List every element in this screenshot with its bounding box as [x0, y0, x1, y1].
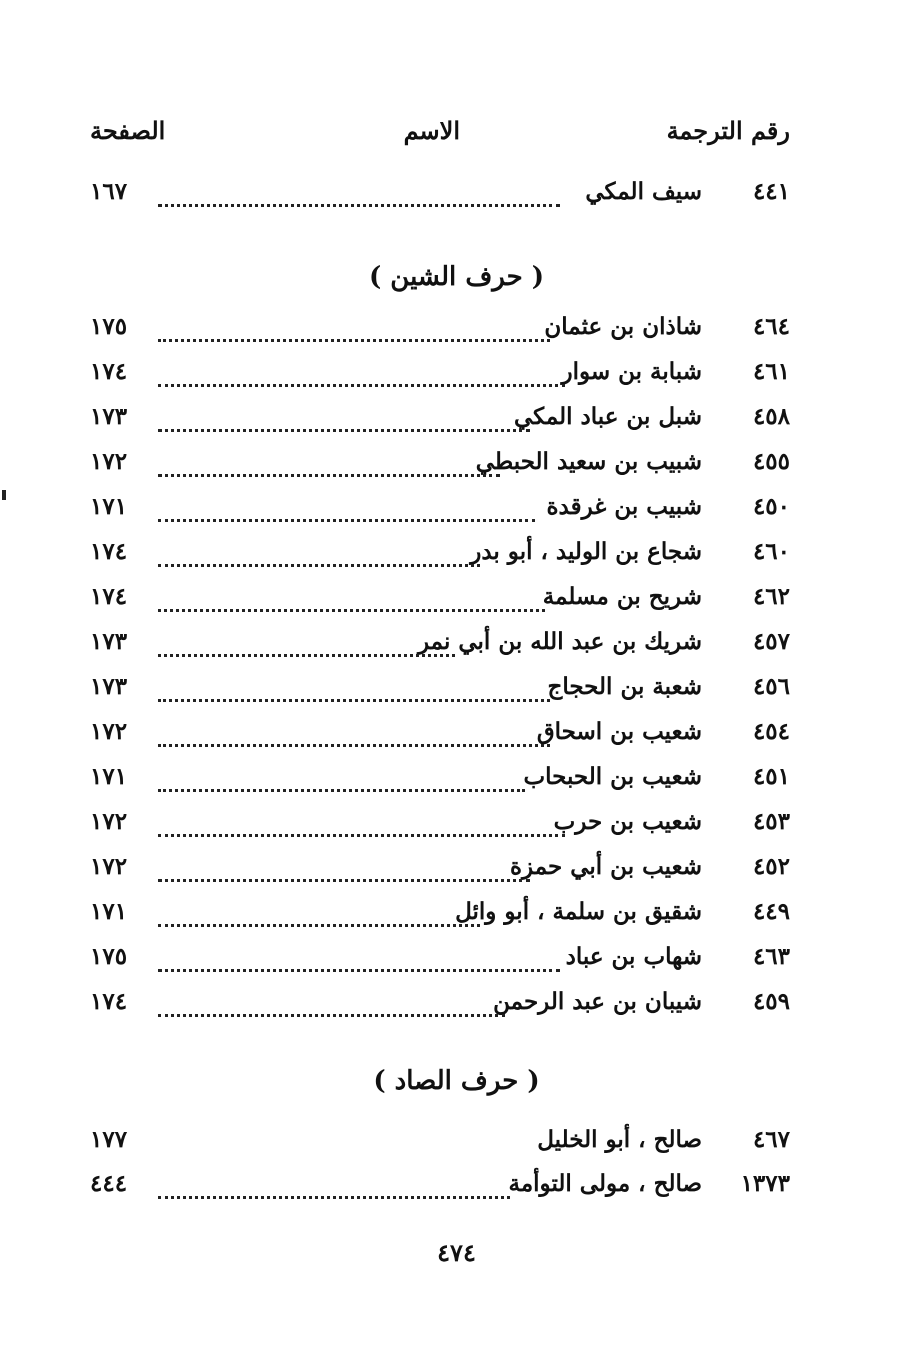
entry-number: ١٣٧٣	[740, 1170, 790, 1197]
entry-page: ١٧٥	[90, 943, 128, 970]
index-row	[90, 313, 790, 349]
leader-dots	[158, 595, 545, 612]
entry-number: ٤٦٧	[752, 1126, 790, 1153]
index-row	[90, 178, 790, 214]
entry-name: شيبان بن عبد الرحمن	[493, 988, 702, 1015]
entry-number: ٤٤١	[752, 178, 790, 205]
entry-name: سيف المكي	[585, 178, 702, 205]
entry-name: صالح ، أبو الخليل	[537, 1126, 702, 1153]
entry-name: شجاع بن الوليد ، أبو بدر	[470, 538, 702, 565]
entry-page: ١٧٤	[90, 583, 128, 610]
index-row	[90, 493, 790, 529]
index-row	[90, 628, 790, 664]
entry-number: ٤٥٩	[752, 988, 790, 1015]
entry-page: ١٧٢	[90, 448, 128, 475]
entry-name: شهاب بن عباد	[565, 943, 702, 970]
header-name-label: الاسم	[403, 116, 460, 145]
index-row	[90, 1170, 790, 1206]
entry-number: ٤٦١	[752, 358, 790, 385]
index-row	[90, 808, 790, 844]
entry-page: ١٧١	[90, 763, 128, 790]
index-row	[90, 988, 790, 1024]
entry-number: ٤٥٥	[752, 448, 790, 475]
entry-page: ١٧٤	[90, 358, 128, 385]
entry-name: شريك بن عبد الله بن أبي نمر	[417, 628, 702, 655]
leader-dots	[158, 730, 550, 747]
section-title-shin: ( حرف الشين )	[368, 262, 545, 292]
entry-page: ١٧٢	[90, 718, 128, 745]
leader-dots	[158, 550, 480, 567]
entry-number: ٤٤٩	[752, 898, 790, 925]
leader-dots	[158, 1182, 510, 1199]
section-title-sad: ( حرف الصاد )	[373, 1066, 540, 1096]
leader-dots	[158, 910, 480, 927]
entry-number: ٤٦٤	[752, 313, 790, 340]
entry-name: شعيب بن حرب	[553, 808, 702, 835]
entry-number: ٤٥٨	[752, 403, 790, 430]
leader-dots	[158, 415, 530, 432]
entry-name: صالح ، مولى التوأمة	[508, 1170, 702, 1197]
entry-name: شعيب بن اسحاق	[536, 718, 702, 745]
leader-dots	[158, 775, 525, 792]
index-row	[90, 403, 790, 439]
index-row	[90, 538, 790, 574]
entry-number: ٤٥١	[752, 763, 790, 790]
entry-number: ٤٥٣	[752, 808, 790, 835]
leader-dots	[158, 820, 565, 837]
entry-page: ١٧٤	[90, 988, 128, 1015]
entry-page: ١٧٥	[90, 313, 128, 340]
entry-page: ١٧٢	[90, 808, 128, 835]
leader-dots	[158, 955, 560, 972]
entry-name: شبل بن عباد المكي	[513, 403, 702, 430]
leader-dots	[158, 370, 565, 387]
index-row	[90, 853, 790, 889]
leader-dots	[158, 190, 560, 207]
entry-name: شبيب بن سعيد الحبطي	[475, 448, 702, 475]
index-row	[90, 583, 790, 619]
entry-number: ٤٥٧	[752, 628, 790, 655]
header-page-label: الصفحة	[90, 116, 166, 145]
leader-dots	[158, 640, 455, 657]
entry-page: ٤٤٤	[90, 1170, 128, 1197]
index-row	[90, 1126, 790, 1162]
entry-page: ١٦٧	[90, 178, 128, 205]
leader-dots	[158, 325, 550, 342]
entry-number: ٤٦٠	[752, 538, 790, 565]
entry-name: شعيب بن أبي حمزة	[509, 853, 702, 880]
entry-number: ٤٥٤	[752, 718, 790, 745]
index-row	[90, 898, 790, 934]
entry-page: ١٧٧	[90, 1126, 128, 1153]
entry-name: شقيق بن سلمة ، أبو وائل	[455, 898, 702, 925]
entry-page: ١٧٣	[90, 403, 128, 430]
entry-number: ٤٥٢	[752, 853, 790, 880]
entry-number: ٤٦٢	[752, 583, 790, 610]
entry-name: شبابة بن سوار	[561, 358, 702, 385]
entry-number: ٤٥٠	[752, 493, 790, 520]
entry-page: ١٧٤	[90, 538, 128, 565]
entry-page: ١٧٢	[90, 853, 128, 880]
index-row	[90, 673, 790, 709]
entry-name: شاذان بن عثمان	[544, 313, 702, 340]
margin-mark	[2, 490, 6, 500]
leader-dots	[158, 460, 500, 477]
entry-name: شبيب بن غرقدة	[546, 493, 702, 520]
leader-dots	[158, 505, 535, 522]
entry-name: شريح بن مسلمة	[542, 583, 702, 610]
entry-page: ١٧٣	[90, 628, 128, 655]
entry-page: ١٧٣	[90, 673, 128, 700]
leader-dots	[158, 685, 550, 702]
leader-dots	[158, 1000, 505, 1017]
entry-name: شعبة بن الحجاج	[547, 673, 702, 700]
index-row	[90, 718, 790, 754]
entry-number: ٤٦٣	[752, 943, 790, 970]
entry-number: ٤٥٦	[752, 673, 790, 700]
index-row	[90, 358, 790, 394]
entry-name: شعيب بن الحبحاب	[523, 763, 702, 790]
column-header	[90, 116, 790, 152]
header-number-label: رقم الترجمة	[666, 116, 790, 145]
index-row	[90, 763, 790, 799]
page-number: ٤٧٤	[437, 1238, 476, 1267]
leader-dots	[158, 865, 530, 882]
index-row	[90, 943, 790, 979]
entry-page: ١٧١	[90, 898, 128, 925]
entry-page: ١٧١	[90, 493, 128, 520]
index-row	[90, 448, 790, 484]
